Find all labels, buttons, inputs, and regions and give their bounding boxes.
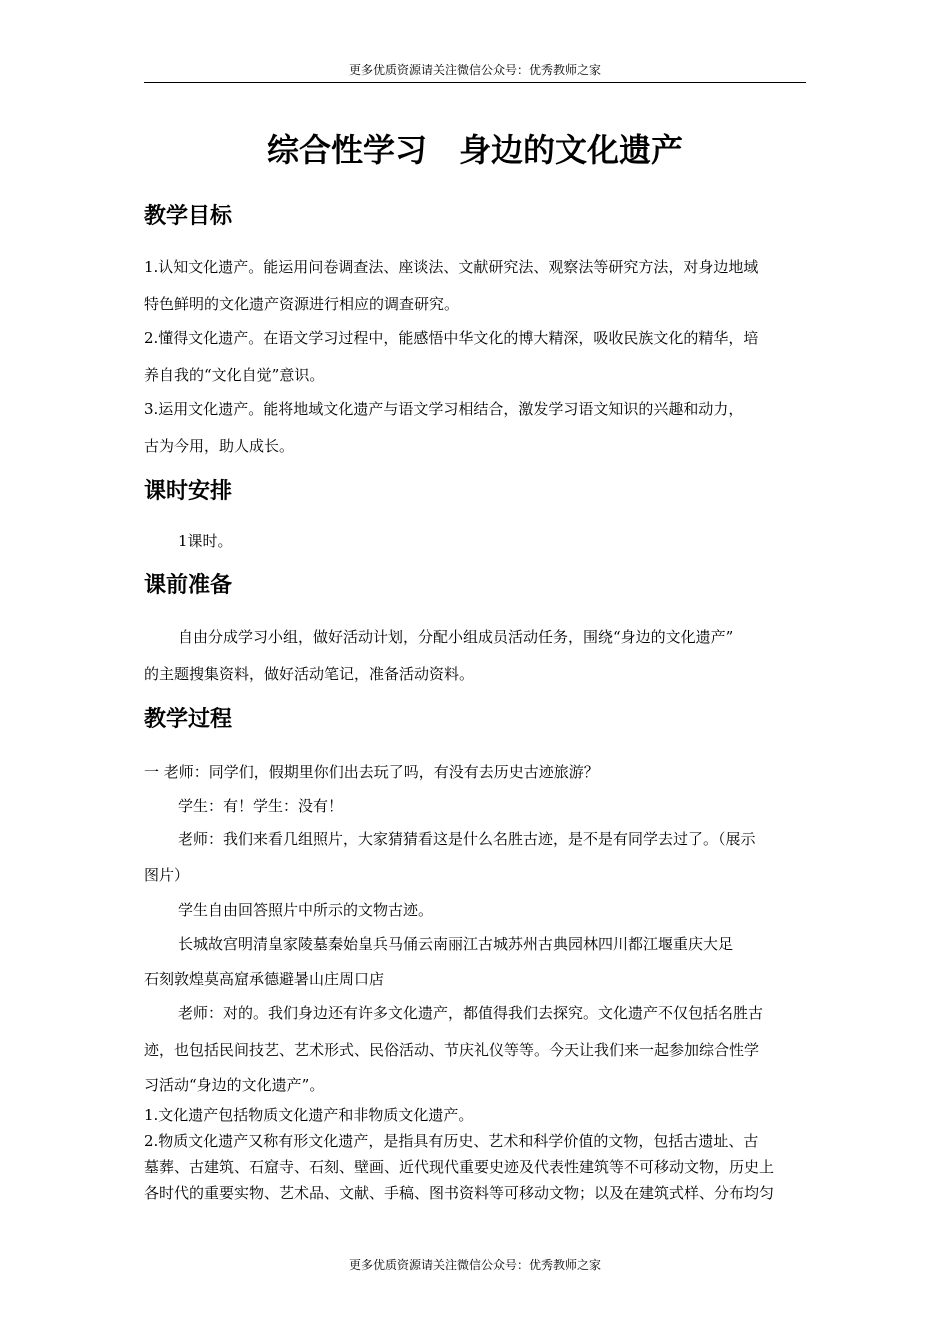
page-footer-text: 更多优质资源请关注微信公众号：优秀教师之家 [348,1258,601,1272]
process-line-14: 各时代的重要实物、艺术品、文献、手稿、图书资料等可移动文物；以及在建筑式样、分布均匀 [144,1184,775,1202]
process-line-11: 1.文化遗产包括物质文化遗产和非物质文化遗产。 [144,1106,474,1124]
schedule-line-1: 1课时。 [178,532,233,550]
process-line-2: 学生：有！学生：没有！ [178,797,344,815]
goals-line-6: 古为今用，助人成长。 [144,437,295,455]
goals-line-5: 3.运用文化遗产。能将地域文化遗产与语文学习相结合，激发学习语文知识的兴趣和动力， [144,400,744,418]
process-line-13: 墓葬、古建筑、石窟寺、石刻、壁画、近代现代重要史迹及代表性建筑等不可移动文物，历史上 [144,1158,775,1176]
section-heading-prep: 课前准备 [144,573,233,598]
goals-line-3: 2.懂得文化遗产。在语文学习过程中，能感悟中华文化的博大精深，吸收民族文化的精华，培 [144,329,759,347]
process-line-10: 习活动“身边的文化遗产”。 [144,1076,325,1094]
section-heading-schedule: 课时安排 [144,479,233,504]
goals-line-4: 养自我的“文化自觉”意识。 [144,366,325,384]
process-line-3: 老师：我们来看几组照片，大家猜猜看这是什么名胜古迹，是不是有同学去过了。（展示 [178,830,756,848]
page-header-text: 更多优质资源请关注微信公众号：优秀教师之家 [348,63,601,77]
goals-line-1: 1.认知文化遗产。能运用问卷调查法、座谈法、文献研究法、观察法等研究方法，对身边地域 [144,258,759,276]
prep-line-2: 的主题搜集资料，做好活动笔记，准备活动资料。 [144,665,475,683]
process-line-8: 老师：对的。我们身边还有许多文化遗产，都值得我们去探究。文化遗产不仅包括名胜古 [178,1004,764,1022]
section-heading-process: 教学过程 [144,707,233,732]
document-title: 综合性学习 身边的文化遗产 [266,131,683,169]
goals-line-2: 特色鲜明的文化遗产资源进行相应的调查研究。 [144,295,460,313]
process-line-12: 2.物质文化遗产又称有形文化遗产，是指具有历史、艺术和科学价值的文物，包括古遗址、古 [144,1132,759,1150]
process-line-5: 学生自由回答照片中所示的文物古迹。 [178,901,434,919]
process-line-6: 长城故宫明清皇家陵墓秦始皇兵马俑云南丽江古城苏州古典园林四川都江堰重庆大足 [178,935,734,953]
process-line-1: 一 老师：同学们，假期里你们出去玩了吗，有没有去历史古迹旅游？ [144,763,599,781]
process-line-9: 迹，也包括民间技艺、艺术形式、民俗活动、节庆礼仪等等。今天让我们来一起参加综合性学 [144,1041,760,1059]
header-rule [144,82,806,83]
prep-line-1: 自由分成学习小组，做好活动计划，分配小组成员活动任务，围绕“身边的文化遗产” [178,628,734,646]
process-line-4: 图片） [144,866,190,884]
section-heading-goals: 教学目标 [144,204,233,229]
process-line-7: 石刻敦煌莫高窟承德避暑山庄周口店 [144,970,385,988]
